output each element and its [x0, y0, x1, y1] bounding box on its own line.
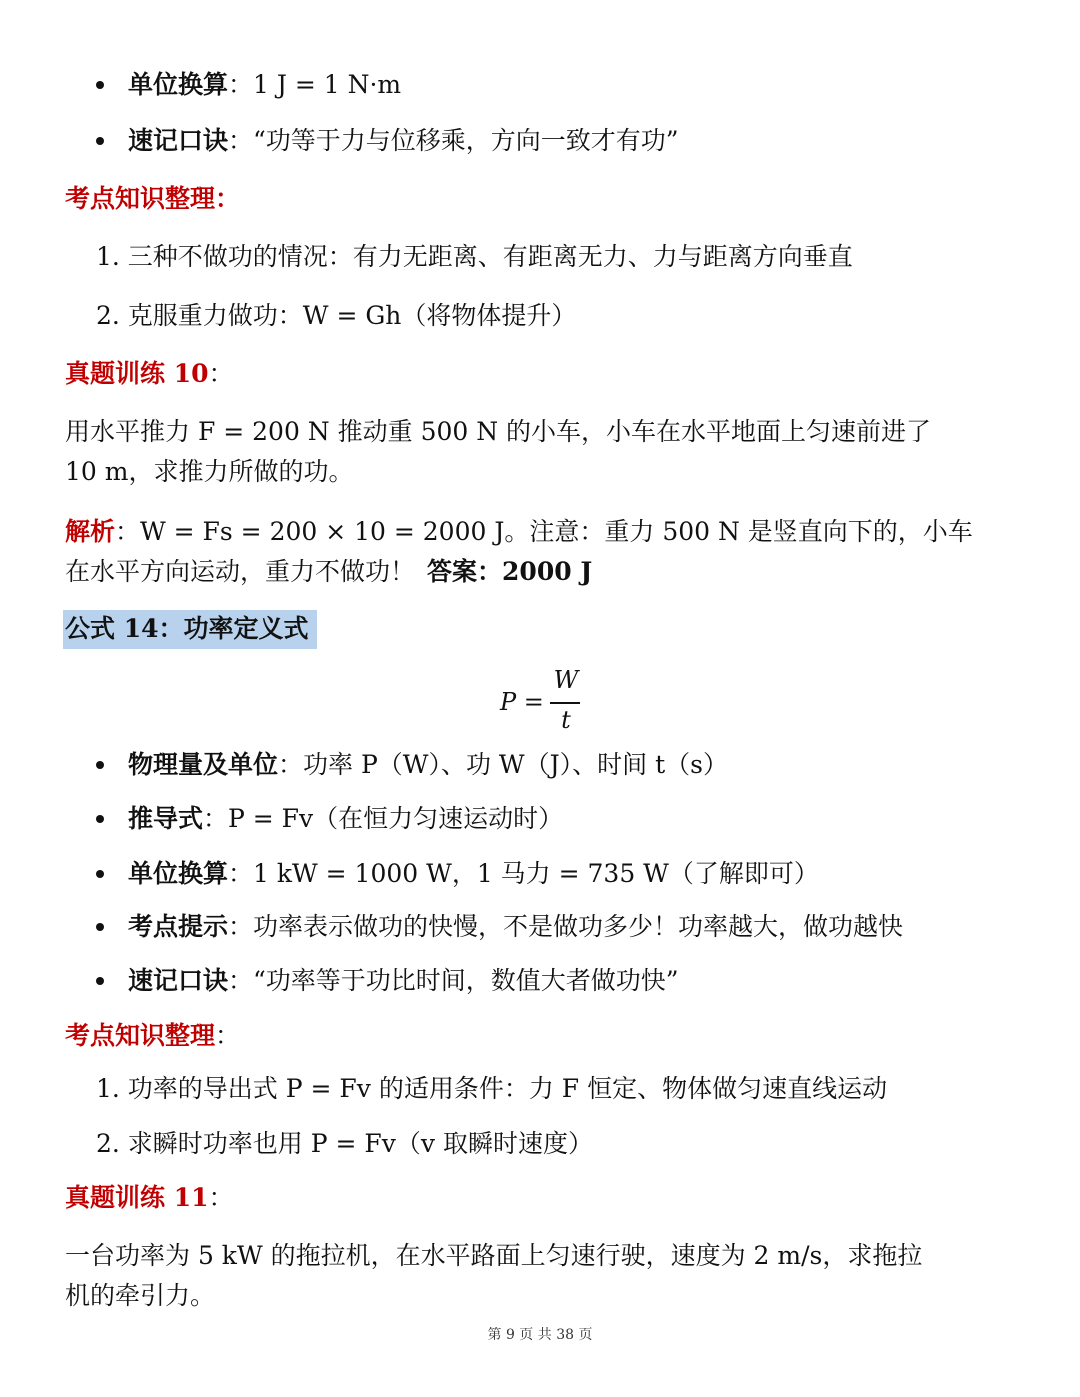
exercise-solution	[65, 512, 1025, 592]
section-colon: ：	[215, 1021, 241, 1050]
exercise-question	[65, 412, 1025, 492]
numbered-item: 1. 功率的导出式 P = Fv 的适用条件：力 F 恒定、物体做匀速直线运动	[96, 1074, 888, 1103]
section-title: 考点知识整理	[65, 1021, 216, 1050]
formula-heading	[63, 612, 317, 646]
bullet-term: 速记口诀	[128, 126, 229, 155]
answer-label: 答案：	[427, 557, 503, 586]
question-line: 10 m，求推力所做的功。	[65, 457, 354, 486]
bullet-text: ：1 kW = 1000 W，1 马力 = 735 W（了解即可）	[228, 859, 819, 888]
bullet-term: 考点提示	[128, 912, 229, 941]
page-footer: 第 9 页 共 38 页	[487, 1327, 593, 1343]
question-line: 机的牵引力。	[65, 1281, 216, 1310]
section-heading-key-points: 考点知识整理：	[65, 184, 241, 213]
bullet-term: 单位换算	[128, 859, 229, 888]
formula-denominator: t	[561, 706, 571, 734]
numbered-item: 1. 三种不做功的情况：有力无距离、有距离无力、力与距离方向垂直	[96, 242, 853, 271]
bullet-text: ：功率表示做功的快慢，不是做功多少！功率越大，做功越快	[228, 912, 904, 941]
question-line: 一台功率为 5 kW 的拖拉机，在水平路面上匀速行驶，速度为 2 m/s，求拖拉	[65, 1241, 923, 1270]
exercise-colon: ：	[208, 1183, 234, 1212]
bullet-dot	[96, 815, 104, 823]
exercise-title: 真题训练 10	[65, 359, 209, 388]
bullet-text: ：“功等于力与位移乘，方向一致才有功”	[228, 126, 679, 155]
bullet-text: ：P = Fv（在恒力匀速运动时）	[203, 804, 564, 833]
bullet-term: 推导式	[128, 804, 204, 833]
formula-lhs: P =	[500, 688, 544, 716]
bullet-term: 单位换算	[128, 70, 229, 99]
bullet-dot	[96, 137, 104, 145]
bullet-text: ：1 J = 1 N·m	[228, 70, 402, 99]
power-formula	[500, 666, 590, 738]
exercise-question	[65, 1236, 1025, 1316]
formula-title: 公式 14：功率定义式	[63, 610, 317, 649]
bullet-dot	[96, 761, 104, 769]
answer-value: 2000 J	[502, 557, 593, 586]
exercise-heading	[65, 357, 234, 391]
question-line: 用水平推力 F = 200 N 推动重 500 N 的小车，小车在水平地面上匀速前进了	[65, 417, 932, 446]
exercise-title: 真题训练 11	[65, 1183, 209, 1212]
bullet-dot	[96, 977, 104, 985]
bullet-text: ：“功率等于功比时间，数值大者做功快”	[228, 966, 679, 995]
bullet-dot	[96, 81, 104, 89]
numbered-item: 2. 克服重力做功：W = Gh（将物体提升）	[96, 301, 577, 330]
solution-text: ：W = Fs = 200 × 10 = 2000 J。注意：重力 500 N 是竖直向下的，小车	[115, 517, 973, 546]
exercise-colon: ：	[208, 359, 234, 388]
bullet-text: ：功率 P（W）、功 W（J）、时间 t（s）	[278, 750, 728, 779]
bullet-dot	[96, 870, 104, 878]
solution-label: 解析	[65, 517, 116, 546]
bullet-term: 物理量及单位	[128, 750, 279, 779]
exercise-heading	[65, 1181, 234, 1215]
bullet-dot	[96, 923, 104, 931]
numbered-item: 2. 求瞬时功率也用 P = Fv（v 取瞬时速度）	[96, 1129, 593, 1158]
bullet-term: 速记口诀	[128, 966, 229, 995]
solution-text: 在水平方向运动，重力不做功！	[65, 557, 416, 586]
fraction-bar	[550, 702, 580, 704]
section-heading-key-points-2	[65, 1019, 240, 1053]
formula-numerator: W	[553, 666, 579, 694]
